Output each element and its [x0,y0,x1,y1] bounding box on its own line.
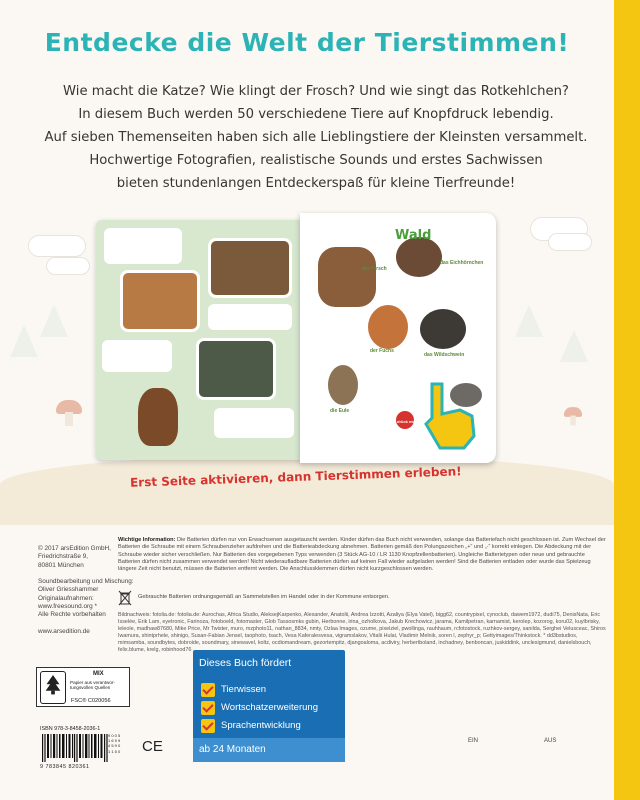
tree-shape [10,325,38,357]
animal-label: der Fuchs [370,348,394,354]
address-line [38,620,118,628]
text-note [102,340,172,372]
boar-figure [420,309,466,349]
promo-item [199,700,339,718]
cloud-shape [46,257,90,275]
address-line: Originalaufnahmen: [38,594,94,602]
animal-label: die Eule [330,408,350,414]
addon-code: 4 5 9 0 [108,743,121,749]
addon-code: 1 1 5 0 [108,748,121,754]
fsc-code: FSC® C020056 [71,698,111,704]
boar-photo [196,338,276,400]
disposal-note: Gebrauchte Batterien ordnungsgemäß an Sammelstellen im Handel oder in der Kommune entsorgen. [138,594,390,600]
promo-item-label: Sprachentwicklung [221,720,301,731]
intro-text [18,80,614,195]
fsc-mix: MIX [93,671,104,677]
squirrel-photo [208,238,292,298]
barcode-number: 9 783845 820361 [40,764,90,770]
activation-banner: Erst Seite aktivieren, dann Tierstimmen erleben! [129,464,462,490]
fsc-tree-icon [40,671,66,704]
text-note [214,408,294,438]
mushroom-icon [56,400,82,414]
fox-figure [368,305,408,349]
address-line: www.freesound.org * [38,603,97,611]
switch-off-label: AUS [544,738,557,744]
ce-mark: CE [142,738,163,755]
owl-figure [328,365,358,405]
fsc-line: tungsvollen Quellen [70,685,111,690]
addon-code: 9 0 0 5 [108,733,121,738]
addon-code: 1 6 9 9 [108,738,121,744]
fsc-text [70,680,115,690]
cloud-shape [548,233,592,251]
animal-label: der Hirsch [362,266,387,272]
promo-item-label: Wortschatzerweiterung [221,702,318,713]
promo-title: Dieses Buch fördert [199,657,292,669]
checkmark-icon [201,701,215,715]
animal-label: das Eichhörnchen [440,260,484,266]
fsc-label [36,667,130,707]
promo-item [199,718,339,736]
pointing-hand-icon [420,380,480,450]
address-line: Soundbearbeitung und Mischung: [38,578,134,586]
checkmark-icon [201,683,215,697]
intro-line: bieten stundenlangen Entdeckerspaß für kleine Tierfreunde! [116,176,516,191]
intro-line: In diesem Buch werden 50 verschiedene Tiere auf Knopfdruck lebendig. [78,107,554,122]
animal-label: das Wildschwein [424,352,465,358]
mushroom-icon [564,407,582,417]
warning-heading: Wichtige Information: [118,537,176,543]
promo-item-label: Tierwissen [221,684,267,695]
photo-credits: Bildnachweis: fotolia.de: fotolia.de: Aurochas, Africa Studio, AleksejKarpenko, Alexander, Anatolii, Andrea Izzotti, Azaliya (Elya Vatel), bigg62, countrypixel, cynoclub, dawem1972, dudi75, DenisNata, Eric Isselée, Erik Lam, eyetronic, Farinoza, fotoboeld, fotomaster, Glob Tassosmks gubin, Herbonne, irina_ozholkova, Jakub Krechowicz, jarama, Kamilpetran, karnamist, kerolep, kozorog, koru02, kuylbrisky, leleole, madhaw87680, Mike Price, Mr Twister, muro, mzphoto11, nathan_8834, nmty, Ozlaa Images, ozume, pixelziel, pwollinga, rauhhaum, rcfotostock, ruzhkov-sergey, sanilda, Serghei Velusceac, Shiros Iwamura, shintprhele, shinigo, Susan-Fabian Jensel, taophoto, tsach, Vesa Kaferalesvesa, vigramslakov, Vitalii Hulai, Vladimir Melnik, soren l, zephyr_p; Gettyimages/Thinkstock. * dd3bstudios, mimsamba, soundbytes, dobroide, soundmary, sinewavel, koltz, ocdiomandream, gezortempitz, djangoaloma, acdiviry, herbertboland, inchadney, benboncan, juskiddink, unclesigmund, danielsbouch, felix.blume, krelg, robinhood76 [118,612,606,653]
tree-shape [515,305,543,337]
promo-box [193,650,345,762]
squirrel-figure [138,388,178,446]
book-left-page [96,220,302,460]
tree-shape [40,305,68,337]
tree-shape [560,330,588,362]
warning-text: Die Batterien dürfen nur von Erwachsenen ausgetauscht werden. Kinder dürfen das Buch nicht verwenden, solange das Batteriefach nicht geschlossen ist. Zum Wechsel der Batterien die Schraube mit einem Schraubenzieher aufdrehen und die Batterieabdeckung abnehmen. Batterien gemäß den Polungszeichen „+“ und „-“ korrekt einlegen. Die Abdeckung mit der Schraube wieder sicher verschließen. Nur Batterien des vorgegebenen Typs verwenden (3 Stück AG-10 / LR 1130 Knopfzellenbatterien). Ungleiche Batterietypen oder neue und gebrauchte Batterien dürfen nicht zusammen verwendet werden! Nicht wiederaufladbare Batterien dürfen auf keinen Fall wieder aufgeladen werden! Sind die Batterien entladen oder wurde das Spielzeug längere Zeit nicht benutzt, müssen die Batterien entfernt werden. Die Anschlussklemmen dürfen nicht kurzgeschlossen werden. [118,537,606,573]
promo-age-label: ab 24 Monaten [199,744,266,755]
book-page-title: Wald [395,228,432,243]
cloud-shape [28,235,86,257]
squirrel-figure [396,237,442,277]
addon-codes [108,733,126,759]
battery-warning [118,537,606,573]
fox-photo [120,270,200,332]
address-line: Alle Rechte vorbehalten [38,611,106,619]
intro-line: Wie macht die Katze? Wie klingt der Frosch? Und wie singt das Rotkehlchen? [63,84,569,99]
ground-shape [0,455,614,525]
address-line: 80801 München [38,561,84,569]
text-note [104,228,182,264]
intro-line: Hochwertige Fotografien, realistische Sounds und erstes Sachwissen [89,153,543,168]
address-line: www.arsedition.de [38,627,90,635]
address-line [38,570,118,578]
publisher-address [38,545,134,636]
text-note [208,304,292,330]
promo-age-bar [193,738,345,762]
deer-figure [318,247,376,307]
isbn: ISBN 978-3-8458-2036-1 [40,726,101,732]
intro-line: Auf sieben Themenseiten haben sich alle Lieblingstiere der Kleinsten versammelt. [44,130,588,145]
address-line: © 2017 arsEdition GmbH, [38,545,111,552]
switch-on-label: EIN [468,738,479,744]
fsc-line: Papier aus verantwor- [70,680,115,685]
address-line: Friedrichstraße 9, [38,553,89,561]
yellow-spine [614,0,640,800]
press-label: drück mich [397,419,419,424]
barcode-icon [42,734,108,762]
promo-item [199,682,339,700]
address-line: Oliver Griesshammer [38,586,99,594]
checkmark-icon [201,719,215,733]
cover-title: Entdecke die Welt der Tierstimmen! [44,28,570,57]
crossed-bin-icon [118,590,132,606]
